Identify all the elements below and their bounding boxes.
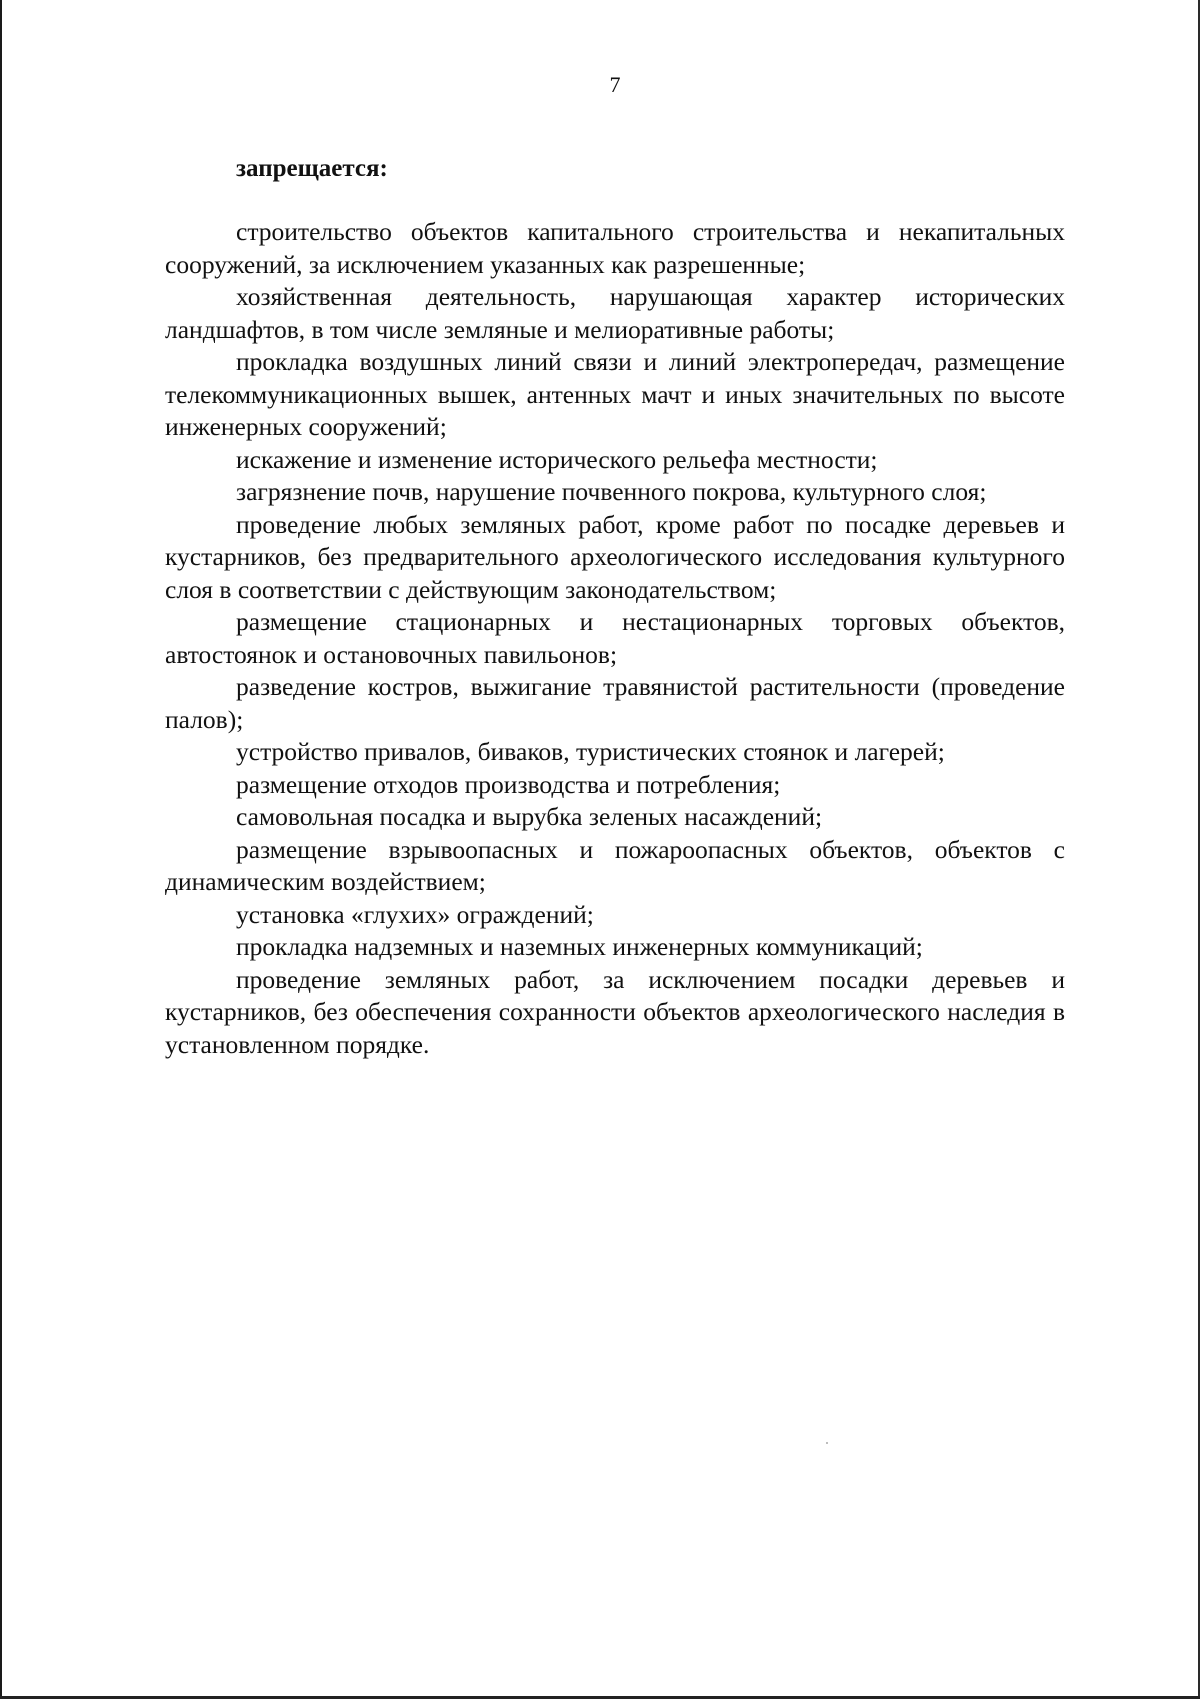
page-number: 7 (609, 72, 621, 97)
list-item: самовольная посадка и вырубка зеленых насаждений; (236, 802, 823, 831)
list-item: размещение взрывоопасных и пожароопасных объектов, объектов с динамическим воздействием; (165, 834, 1065, 896)
list-item: разведение костров, выжигание травянистой растительности (проведение палов); (165, 672, 1065, 734)
list-item: хозяйственная деятельность, нарушающая характер исторических ландшафтов, в том числе земляные и мелиоративные работы; (165, 282, 1065, 344)
prohibition-list (165, 216, 1065, 1061)
list-item: прокладка надземных и наземных инженерных коммуникаций; (236, 932, 923, 961)
list-item: установка «глухих» ограждений; (236, 899, 594, 929)
scan-edge-left (0, 0, 2, 1699)
list-item: строительство объектов капитального строительства и некапитальных сооружений, за исключением указанных как разрешенные; (165, 217, 1065, 279)
list-item: размещение отходов производства и потребления; (236, 769, 781, 799)
list-item: проведение любых земляных работ, кроме работ по посадке деревьев и кустарников, без предварительного археологического исследования культурного слоя в соответствии с действующим законодательством; (165, 509, 1065, 604)
list-item: искажение и изменение исторического рельефа местности; (236, 444, 878, 474)
scan-speck (826, 1442, 828, 1444)
list-item: устройство привалов, биваков, туристических стоянок и лагерей; (236, 737, 945, 766)
list-item: проведение земляных работ, за исключением посадки деревьев и кустарников, без обеспечения сохранности объектов археологического наследия в установленном порядке. (165, 964, 1065, 1059)
list-item: прокладка воздушных линий связи и линий электропередач, размещение телекоммуникационных вышек, антенных мачт и иных значительных по высоте инженерных сооружений; (165, 347, 1065, 441)
list-item: размещение стационарных и нестационарных торговых объектов, автостоянок и остановочных павильонов; (165, 607, 1065, 669)
section-heading: запрещается: (236, 155, 388, 182)
list-item: загрязнение почв, нарушение почвенного покрова, культурного слоя; (236, 477, 987, 506)
